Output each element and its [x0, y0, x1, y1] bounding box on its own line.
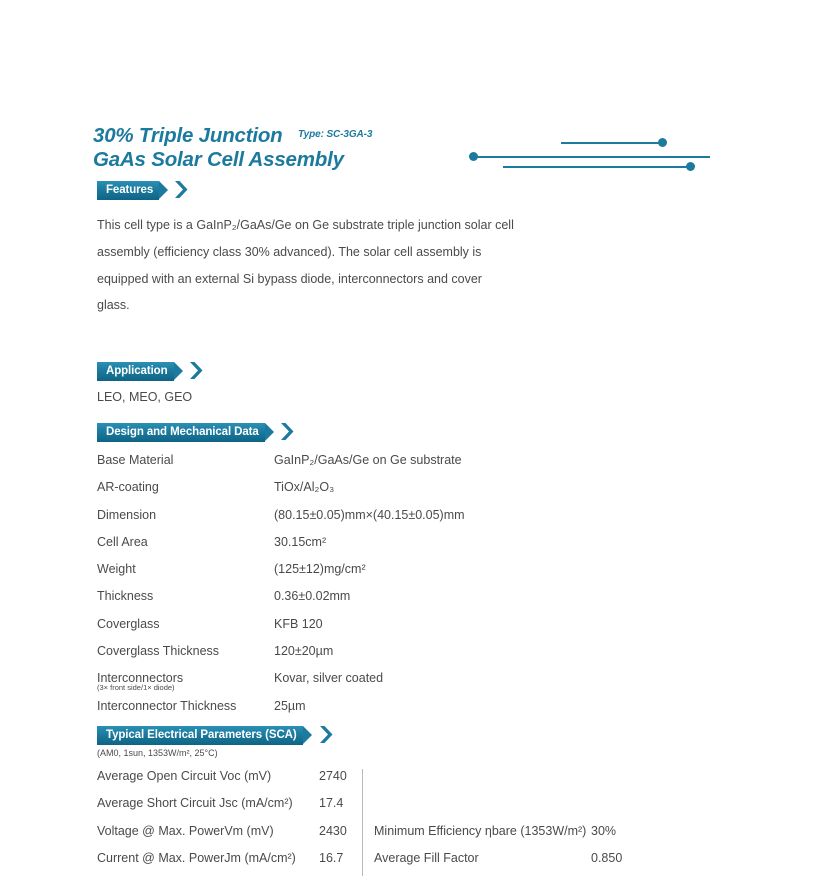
banner-body-design: [97, 423, 265, 442]
spec-row: [97, 508, 617, 535]
electrical-label: Current @ Max. PowerJm (mA/cm²): [97, 850, 296, 865]
spec-label: Coverglass: [97, 616, 160, 631]
section-title-design: Design and Mechanical Data: [106, 426, 259, 438]
electrical-value-secondary: 0.850: [591, 850, 623, 865]
spec-row: [97, 535, 617, 562]
spec-value: (80.15±0.05)mm×(40.15±0.05)mm: [274, 507, 465, 522]
electrical-conditions: (AM0, 1sun, 1353W/m², 25°C): [97, 748, 218, 758]
section-banner-features: [97, 180, 159, 199]
electrical-label: Average Short Circuit Jsc (mA/cm²): [97, 796, 293, 811]
section-title-application: Application: [106, 365, 168, 377]
banner-body-electrical: [97, 726, 303, 745]
spec-value: TiOx/Al₂O₃: [274, 480, 335, 495]
spec-label: Cell Area: [97, 534, 148, 549]
spec-label: Weight: [97, 562, 136, 577]
product-title-line1: 30% Triple Junction: [93, 124, 283, 147]
electrical-row: [97, 851, 657, 878]
banner-body-features: [97, 181, 159, 200]
spec-row: [97, 589, 617, 616]
spec-label: AR-coating: [97, 480, 159, 495]
chevron-right-icon: [174, 180, 192, 199]
spec-value: (125±12)mg/cm²: [274, 562, 366, 577]
decoration-line-bottom: [503, 166, 691, 168]
electrical-parameters-table: [97, 769, 657, 878]
spec-value: 25µm: [274, 698, 306, 713]
electrical-label: Voltage @ Max. PowerVm (mV): [97, 823, 274, 838]
section-banner-design: [97, 422, 265, 441]
spec-value: 30.15cm²: [274, 534, 327, 549]
spec-label: Dimension: [97, 507, 157, 522]
electrical-value: 2430: [319, 823, 347, 838]
chevron-right-icon: [280, 422, 298, 441]
section-title-electrical: Typical Electrical Parameters (SCA): [106, 729, 297, 741]
spec-label: Thickness: [97, 589, 154, 604]
spec-value: Kovar, silver coated: [274, 671, 384, 686]
electrical-row: [97, 824, 657, 851]
decoration-dot-middle: [469, 152, 478, 161]
spec-value: GaInP₂/GaAs/Ge on Ge substrate: [274, 453, 462, 467]
spec-sublabel: (3× front side/1× diode): [97, 683, 175, 693]
spec-label: Base Material: [97, 453, 174, 467]
chevron-right-icon: [189, 361, 207, 380]
electrical-label-secondary: Minimum Efficiency ηbare (1353W/m²): [374, 823, 587, 838]
chevron-right-icon: [319, 725, 337, 744]
spec-value: KFB 120: [274, 616, 323, 631]
electrical-label: Average Open Circuit Voc (mV): [97, 769, 272, 783]
spec-row: [97, 671, 617, 698]
spec-label: Interconnector Thickness: [97, 698, 237, 713]
spec-value: 120±20µm: [274, 644, 334, 659]
section-title-features: Features: [106, 184, 154, 196]
product-title-line2: GaAs Solar Cell Assembly: [93, 148, 344, 171]
spec-label: Interconnectors (3× front side/1× diode): [97, 671, 184, 693]
banner-body-application: [97, 362, 174, 381]
datasheet-header: [93, 124, 653, 176]
electrical-value: 2740: [319, 769, 347, 783]
decoration-dot-bottom: [686, 162, 695, 171]
spec-row: [97, 617, 617, 644]
electrical-value: 17.4: [319, 796, 344, 811]
spec-row: [97, 644, 617, 671]
section-banner-application: [97, 361, 174, 380]
header-decoration: [373, 132, 653, 172]
design-spec-table: [97, 453, 617, 726]
spec-row: [97, 699, 617, 726]
spec-value: 0.36±0.02mm: [274, 589, 351, 604]
decoration-line-middle: [473, 156, 710, 158]
decoration-dot-top: [658, 138, 667, 147]
spec-row: [97, 480, 617, 507]
spec-label: Coverglass Thickness: [97, 644, 220, 659]
electrical-label-secondary: Average Fill Factor: [374, 850, 479, 865]
electrical-value: 16.7: [319, 850, 344, 865]
electrical-value-secondary: 30%: [591, 823, 617, 838]
spec-row: [97, 562, 617, 589]
electrical-row: [97, 796, 657, 823]
product-type-label: Type: SC-3GA-3: [298, 129, 373, 140]
features-paragraph: This cell type is a GaInP₂/GaAs/Ge on Ge substrate triple junction solar cell assembly (efficiency class 30% advanced). The solar cell assembly is equipped with an external Si bypass diode, interconnectors and cover glass.: [97, 218, 514, 313]
application-text: LEO, MEO, GEO: [97, 390, 193, 404]
electrical-row: [97, 769, 657, 796]
section-banner-electrical: [97, 725, 303, 744]
spec-row: [97, 453, 617, 480]
decoration-line-top: [561, 142, 665, 144]
